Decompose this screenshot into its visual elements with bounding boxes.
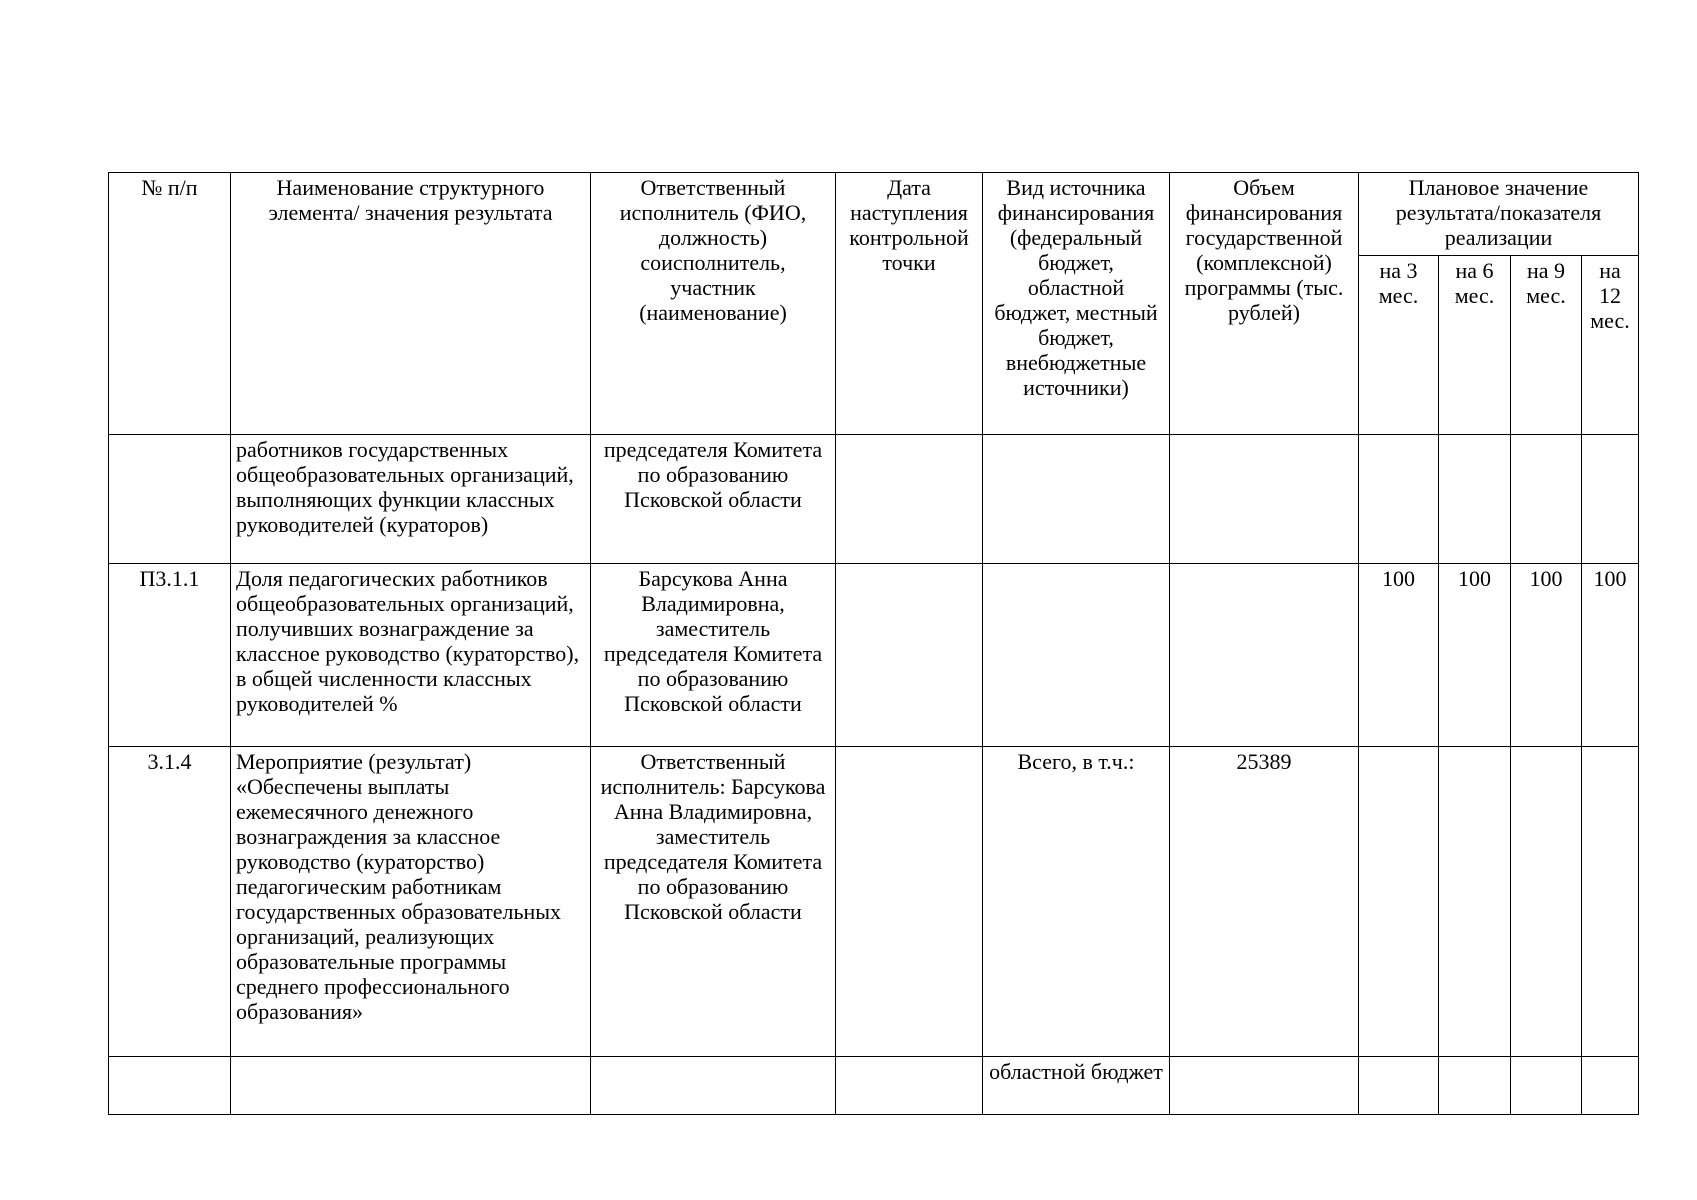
cell-name: Доля педагогических работников общеобразовательных организаций, получивших вознаграждение за классное руководство (кураторство), в общей численности классных руководителей % <box>231 564 591 747</box>
cell-executor: Ответственный исполнитель: Барсукова Анна Владимировна, заместитель председателя Комитета по образованию Псковской области <box>591 747 836 1057</box>
cell-source: областной бюджет <box>983 1057 1170 1115</box>
cell-name <box>231 1057 591 1115</box>
cell-name: Мероприятие (результат) «Обеспечены выплаты ежемесячного денежного вознаграждения за классное руководство (кураторство) педагогическим работникам государственных образовательных организаций, реализующих образовательные программы среднего профессионального образования» <box>231 747 591 1057</box>
header-volume: Объем финансирования государственной (комплексной) программы (тыс. рублей) <box>1170 173 1359 435</box>
header-executor: Ответственный исполнитель (ФИО, должность) соисполнитель, участник (наименование) <box>591 173 836 435</box>
cell-volume: 25389 <box>1170 747 1359 1057</box>
cell-name: работников государственных общеобразовательных организаций, выполняющих функции классных руководителей (кураторов) <box>231 435 591 564</box>
cell-num <box>109 435 231 564</box>
cell-volume <box>1170 1057 1359 1115</box>
cell-m3: 100 <box>1359 564 1439 747</box>
table-row <box>109 564 1639 747</box>
cell-date <box>836 564 983 747</box>
cell-m3 <box>1359 747 1439 1057</box>
cell-num: П3.1.1 <box>109 564 231 747</box>
cell-m9: 100 <box>1511 564 1582 747</box>
cell-volume <box>1170 435 1359 564</box>
cell-m9 <box>1511 747 1582 1057</box>
cell-num: 3.1.4 <box>109 747 231 1057</box>
cell-executor: председателя Комитета по образованию Псковской области <box>591 435 836 564</box>
cell-m12 <box>1582 435 1639 564</box>
cell-volume <box>1170 564 1359 747</box>
cell-m6 <box>1439 1057 1511 1115</box>
header-source: Вид источника финансирования (федеральный бюджет, областной бюджет, местный бюджет, внебюджетные источники) <box>983 173 1170 435</box>
cell-date <box>836 1057 983 1115</box>
cell-m12 <box>1582 747 1639 1057</box>
header-m3: на 3 мес. <box>1359 256 1439 435</box>
cell-m6: 100 <box>1439 564 1511 747</box>
cell-date <box>836 747 983 1057</box>
cell-m9 <box>1511 1057 1582 1115</box>
header-m6: на 6 мес. <box>1439 256 1511 435</box>
cell-executor <box>591 1057 836 1115</box>
header-name: Наименование структурного элемента/ значения результата <box>231 173 591 435</box>
table-row <box>109 747 1639 1057</box>
header-date: Дата наступления контрольной точки <box>836 173 983 435</box>
cell-m3 <box>1359 435 1439 564</box>
cell-m9 <box>1511 435 1582 564</box>
cell-m6 <box>1439 747 1511 1057</box>
plan-table <box>108 172 1639 1115</box>
header-m9: на 9 мес. <box>1511 256 1582 435</box>
cell-executor: Барсукова Анна Владимировна, заместитель председателя Комитета по образованию Псковской области <box>591 564 836 747</box>
table-row <box>109 435 1639 564</box>
cell-date <box>836 435 983 564</box>
header-num: № п/п <box>109 173 231 435</box>
cell-source: Всего, в т.ч.: <box>983 747 1170 1057</box>
cell-m12: 100 <box>1582 564 1639 747</box>
cell-m6 <box>1439 435 1511 564</box>
cell-source <box>983 435 1170 564</box>
cell-m12 <box>1582 1057 1639 1115</box>
table-header-row <box>109 173 1639 256</box>
cell-m3 <box>1359 1057 1439 1115</box>
cell-num <box>109 1057 231 1115</box>
header-m12: на 12 мес. <box>1582 256 1639 435</box>
header-planned: Плановое значение результата/показателя реализации <box>1359 173 1639 256</box>
cell-source <box>983 564 1170 747</box>
table-row <box>109 1057 1639 1115</box>
